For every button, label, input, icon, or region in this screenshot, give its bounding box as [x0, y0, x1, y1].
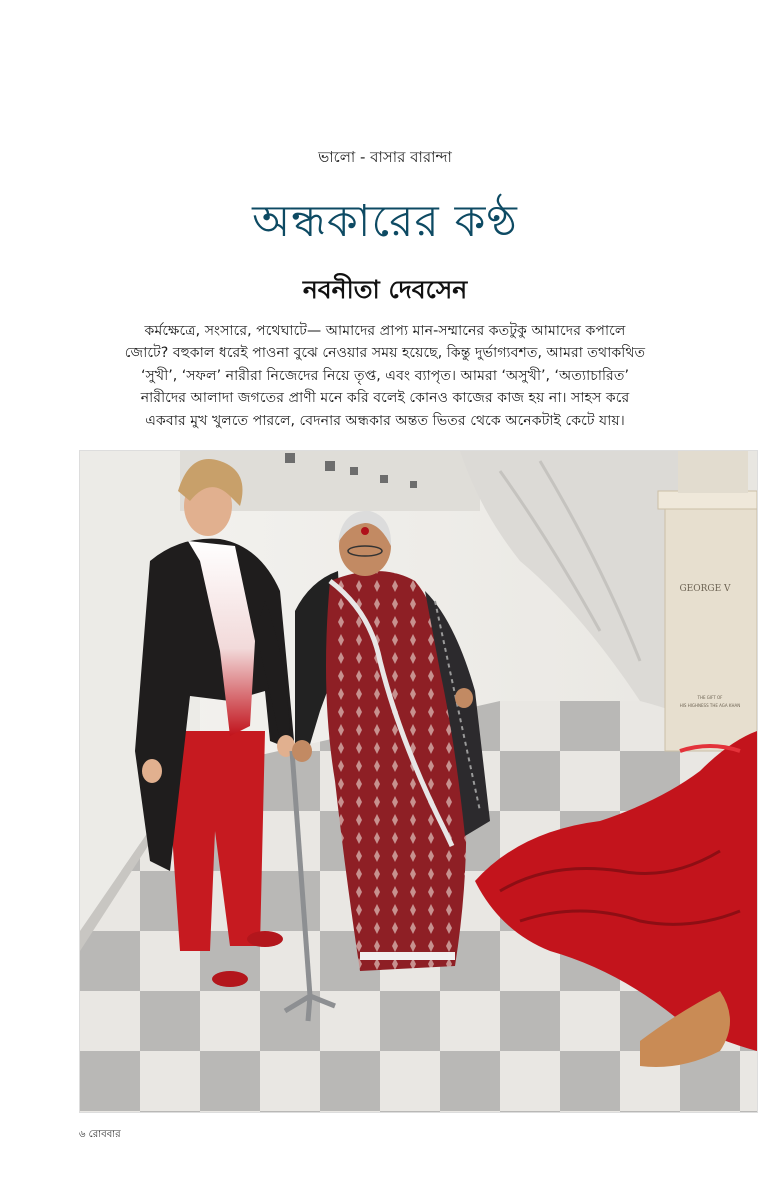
- photo-illustration: [80, 451, 757, 1112]
- intro-line: নারীদের আলাদা জগতের প্রাণী মনে করি বলেই কোনও কাজের কাজ হয় না। সাহস করে: [140, 390, 630, 407]
- article-title: অন্ধকারের কণ্ঠ: [252, 196, 518, 247]
- intro-line: একবার মুখ খুলতে পারলে, বেদনার অন্ধকার অন্তত ভিতর থেকে অনেকটাই কেটে যায়।: [145, 412, 625, 429]
- author-name: নবনীতা দেবসেন: [302, 275, 468, 304]
- page-folio: ৬ রোববার: [79, 1129, 121, 1140]
- article-photo: [79, 450, 758, 1113]
- intro-line: জোটে? বহুকাল ধরেই পাওনা বুঝে নেওয়ার সময় হয়েছে, কিন্তু দুর্ভাগ্যবশত, আমরা তথাকথিত: [124, 345, 646, 362]
- intro-paragraph: [80, 320, 690, 432]
- pedestal-inscription: GEORGE V: [679, 584, 731, 594]
- pedestal-line: HIS HIGHNESS THE AGA KHAN: [679, 703, 741, 708]
- section-kicker: ভালো - বাসার বারান্দা: [318, 148, 452, 166]
- intro-line: কর্মক্ষেত্রে, সংসারে, পথেঘাটে— আমাদের প্রাপ্য মান-সম্মানের কতটুকু আমাদের কপালে: [144, 323, 626, 339]
- pedestal-line: THE GIFT OF: [697, 695, 723, 700]
- intro-line: ‘সুখী’, ‘সফল’ নারীরা নিজেদের নিয়ে তৃপ্ত, এবং ব্যাপৃত। আমরা ‘অসুখী’, ‘অত্যাচারিত’: [141, 367, 629, 384]
- statue-pedestal: [665, 501, 757, 751]
